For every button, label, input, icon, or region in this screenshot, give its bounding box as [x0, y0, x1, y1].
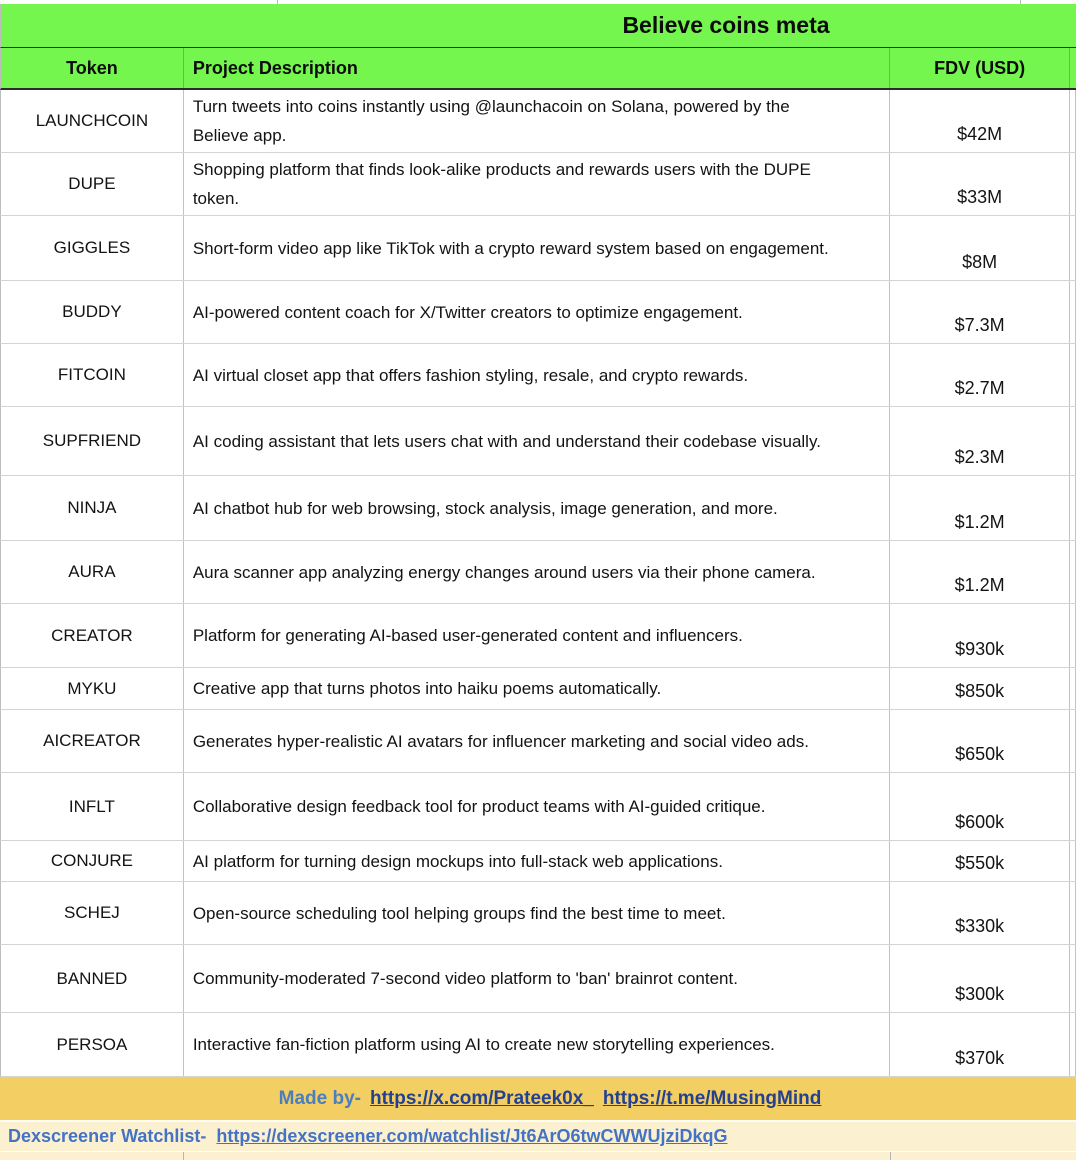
- description-cell-text: AI chatbot hub for web browsing, stock analysis, image generation, and more.: [192, 498, 778, 518]
- table-row: [0, 882, 1076, 945]
- table-row: [0, 710, 1076, 773]
- fdv-cell-text: $930k: [955, 639, 1005, 659]
- description-cell-text: Community-moderated 7-second video platform to 'ban' brainrot content.: [192, 969, 738, 988]
- token-cell: [1, 945, 184, 1012]
- token-cell-text: BUDDY: [62, 302, 122, 321]
- token-cell: [1, 541, 184, 603]
- token-cell-text: MYKU: [67, 678, 117, 698]
- fdv-cell: [890, 281, 1070, 343]
- edge-sliver: [1070, 841, 1076, 881]
- table-row: [0, 153, 1076, 216]
- top-cropped-row: [0, 0, 1076, 4]
- fdv-cell: [890, 216, 1070, 280]
- description-cell: [184, 945, 890, 1012]
- column-header-row: [0, 48, 1076, 90]
- header-project-description: Project Description: [184, 48, 890, 88]
- fdv-cell-text: $2.7M: [954, 378, 1005, 398]
- header-token: Token: [1, 48, 184, 88]
- description-cell: [184, 841, 890, 881]
- edge-sliver: [1070, 541, 1076, 603]
- bottom-cropped-row: [0, 1152, 1076, 1160]
- edge-sliver: [1070, 476, 1076, 540]
- token-cell: [1, 476, 184, 540]
- table-row: [0, 604, 1076, 668]
- fdv-cell-text: $370k: [955, 1048, 1005, 1068]
- edge-sliver: [1070, 216, 1076, 280]
- token-cell-text: GIGGLES: [53, 238, 131, 257]
- token-cell-text: SUPFRIEND: [42, 431, 142, 450]
- description-cell: [184, 153, 890, 215]
- token-cell: [1, 90, 184, 152]
- table-row: [0, 216, 1076, 281]
- x-profile-link[interactable]: https://x.com/Prateek0x_: [370, 1087, 594, 1109]
- description-cell: [184, 710, 890, 772]
- description-cell-text: Collaborative design feedback tool for product teams with AI-guided critique.: [192, 797, 766, 816]
- edge-sliver: [1070, 153, 1076, 215]
- fdv-cell: [890, 604, 1070, 667]
- made-by-label: Made by-: [278, 1087, 361, 1109]
- table-row: [0, 90, 1076, 153]
- fdv-cell: [890, 153, 1070, 215]
- table-row: [0, 1013, 1076, 1077]
- token-cell: [1, 841, 184, 881]
- edge-sliver: [1070, 945, 1076, 1012]
- description-cell-text: Short-form video app like TikTok with a crypto reward system based on engagement.: [192, 238, 829, 258]
- header-fdv-usd: FDV (USD): [890, 48, 1070, 88]
- table-row: [0, 668, 1076, 710]
- table-row: [0, 841, 1076, 882]
- token-cell: [1, 344, 184, 406]
- description-cell: [184, 1013, 890, 1076]
- fdv-cell-text: $850k: [955, 681, 1005, 701]
- table-row: [0, 281, 1076, 344]
- description-cell: [184, 476, 890, 540]
- cell-border-tick: [277, 0, 278, 4]
- description-cell: [184, 216, 890, 280]
- description-cell: [184, 281, 890, 343]
- description-cell-text: Open-source scheduling tool helping groups find the best time to meet.: [192, 903, 726, 923]
- description-cell: [184, 541, 890, 603]
- fdv-cell-text: $1.2M: [954, 512, 1005, 532]
- token-cell-text: CONJURE: [50, 851, 133, 870]
- description-cell: [184, 90, 890, 152]
- token-cell-text: DUPE: [68, 174, 116, 193]
- fdv-cell: [890, 841, 1070, 881]
- watchlist-label: Dexscreener Watchlist-: [8, 1126, 207, 1146]
- token-cell: [1, 882, 184, 944]
- token-cell-text: FITCOIN: [57, 365, 126, 384]
- edge-sliver: [1070, 668, 1076, 709]
- description-cell: [184, 604, 890, 667]
- description-cell: [184, 668, 890, 709]
- fdv-cell-text: $330k: [955, 916, 1005, 936]
- token-cell-text: SCHEJ: [64, 903, 120, 922]
- fdv-cell: [890, 90, 1070, 152]
- edge-sliver: [1070, 710, 1076, 772]
- fdv-cell: [890, 882, 1070, 944]
- fdv-cell: [890, 476, 1070, 540]
- table-row: [0, 407, 1076, 476]
- token-cell-text: CREATOR: [51, 625, 133, 645]
- header-edge-sliver: [1070, 48, 1076, 88]
- fdv-cell: [890, 668, 1070, 709]
- fdv-cell-text: $600k: [955, 812, 1005, 832]
- cell-border-tick: [183, 1152, 184, 1160]
- description-cell: [184, 407, 890, 475]
- token-cell-text: AICREATOR: [43, 731, 141, 750]
- table-row: [0, 476, 1076, 541]
- description-cell-text: Generates hyper-realistic AI avatars for influencer marketing and social video ads.: [192, 731, 809, 751]
- watchlist-row: [0, 1122, 1076, 1152]
- table-body: [0, 90, 1076, 1077]
- token-cell: [1, 153, 184, 215]
- description-cell-text: Shopping platform that finds look-alike products and rewards users with the DUPE token.: [192, 160, 811, 208]
- token-cell: [1, 710, 184, 772]
- token-cell: [1, 773, 184, 840]
- description-cell-text: AI-powered content coach for X/Twitter creators to optimize engagement.: [192, 302, 743, 322]
- fdv-cell-text: $650k: [955, 744, 1005, 764]
- edge-sliver: [1070, 407, 1076, 475]
- token-cell-text: PERSOA: [56, 1034, 128, 1054]
- edge-sliver: [1070, 281, 1076, 343]
- description-cell-text: AI virtual closet app that offers fashion styling, resale, and crypto rewards.: [192, 365, 749, 385]
- token-cell-text: LAUNCHCOIN: [35, 111, 149, 130]
- edge-sliver: [1070, 882, 1076, 944]
- table-row: [0, 541, 1076, 604]
- cell-border-tick: [890, 1152, 891, 1160]
- token-cell-text: BANNED: [56, 968, 128, 988]
- fdv-cell: [890, 1013, 1070, 1076]
- description-cell-text: Turn tweets into coins instantly using @launchacoin on Solana, powered by the Believe app.: [192, 97, 790, 145]
- fdv-cell-text: $8M: [962, 252, 998, 272]
- edge-sliver: [1070, 604, 1076, 667]
- fdv-cell-text: $33M: [957, 187, 1003, 207]
- token-cell: [1, 216, 184, 280]
- token-cell: [1, 668, 184, 709]
- description-cell-text: AI coding assistant that lets users chat with and understand their codebase visually.: [192, 431, 821, 451]
- credits-row: [0, 1077, 1076, 1122]
- fdv-cell: [890, 344, 1070, 406]
- edge-sliver: [1070, 90, 1076, 152]
- telegram-link[interactable]: https://t.me/MusingMind: [602, 1087, 822, 1109]
- edge-sliver: [1070, 773, 1076, 840]
- token-cell: [1, 1013, 184, 1076]
- fdv-cell: [890, 773, 1070, 840]
- description-cell: [184, 882, 890, 944]
- description-cell-text: Creative app that turns photos into haiku poems automatically.: [192, 679, 662, 698]
- description-cell: [184, 344, 890, 406]
- title-row: [0, 4, 1076, 48]
- description-cell: [184, 773, 890, 840]
- fdv-cell-text: $42M: [957, 124, 1003, 144]
- edge-sliver: [1070, 344, 1076, 406]
- fdv-cell-text: $300k: [955, 984, 1005, 1004]
- table-row: [0, 773, 1076, 841]
- token-cell-text: INFLT: [68, 796, 115, 816]
- token-cell: [1, 604, 184, 667]
- token-cell: [1, 407, 184, 475]
- fdv-cell: [890, 407, 1070, 475]
- description-cell-text: Aura scanner app analyzing energy changes around users via their phone camera.: [192, 562, 816, 582]
- fdv-cell: [890, 541, 1070, 603]
- description-cell-text: Platform for generating AI-based user-generated content and influencers.: [192, 626, 743, 645]
- fdv-cell-text: $7.3M: [954, 315, 1005, 335]
- edge-sliver: [1070, 1013, 1076, 1076]
- table-row: [0, 344, 1076, 407]
- token-cell-text: NINJA: [67, 498, 117, 517]
- fdv-cell-text: $550k: [955, 853, 1005, 873]
- fdv-cell: [890, 710, 1070, 772]
- description-cell-text: AI platform for turning design mockups into full-stack web applications.: [192, 851, 723, 871]
- token-cell: [1, 281, 184, 343]
- cell-border-tick: [1020, 0, 1021, 4]
- token-cell-text: AURA: [68, 562, 116, 581]
- dexscreener-watchlist-link[interactable]: https://dexscreener.com/watchlist/Jt6ArO6twCWWUjziDkqG: [216, 1126, 728, 1146]
- fdv-cell-text: $1.2M: [954, 575, 1005, 595]
- table-row: [0, 945, 1076, 1013]
- description-cell-text: Interactive fan-fiction platform using AI to create new storytelling experiences.: [192, 1035, 775, 1054]
- fdv-cell: [890, 945, 1070, 1012]
- fdv-cell-text: $2.3M: [954, 447, 1005, 467]
- sheet-title: Believe coins meta: [622, 12, 830, 38]
